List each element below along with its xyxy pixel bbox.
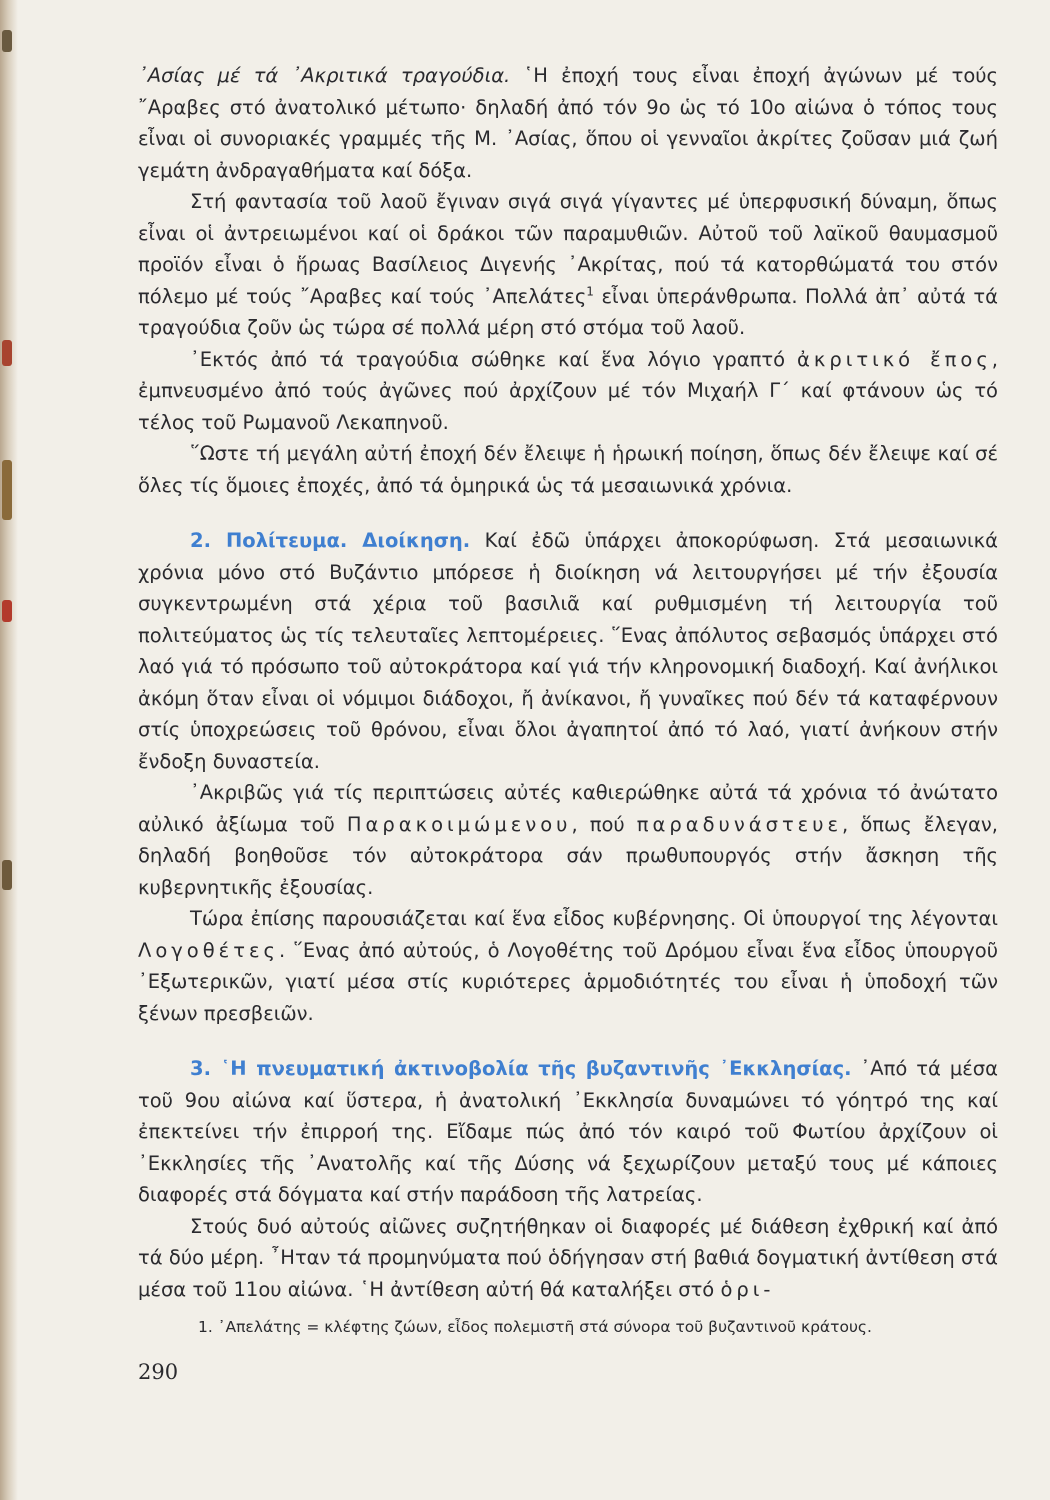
- section-3: [138, 1053, 998, 1211]
- paragraph-text: εἶναι ὑπεράνθρωπα. Πολλά ἀπ᾿ αὐτά τά τραγούδια ζοῦν ὡς τώρα σέ πολλά μέρη στό στόμα τοῦ λαοῦ.: [138, 284, 998, 339]
- paragraph-text: . ῞Ενας ἀπό αὐτούς, ὁ Λογοθέτης τοῦ Δρόμου εἶναι ἕνα εἶδος ὑπουργοῦ ᾿Εξωτερικῶν, γιατί μέσα στίς κυριότερες ἁρμοδιότητές του εἶναι ἡ ὑποδοχή τῶν ξένων πρεσβειῶν.: [138, 938, 998, 1025]
- edge-mark: [2, 600, 12, 622]
- spaced-term: Λογοθέτες: [138, 938, 279, 962]
- paragraph-text: ᾿Ακριβῶς γιά τίς περιπτώσεις αὐτές καθιερώθηκε αὐτά τά χρόνια τό ἀνώτατο αὐλικό ἀξίωμα τοῦ: [138, 781, 998, 836]
- paragraph-text: Καί ἐδῶ ὑπάρχει ἀποκορύφωση. Στά μεσαιωνικά χρόνια μόνο στό Βυζάντιο μπόρεσε ἡ διοίκηση νά λειτουργήσει μέ τήν ἐξουσία συγκεντρωμένη στά χέρια τοῦ βασιλιᾶ καί ρυθμισμένη τή λειτουργία τοῦ πολιτεύματος ὡς τίς τελευταῖες λεπτομέρειες. ῞Ενας ἀπόλυτος σεβασμός ὑπάρχει στό λαό γιά τό πρόσωπο τοῦ αὐτοκράτορα καί γιά τήν κληρονομική διαδοχή. Καί ἀνήλικοι ἀκόμη ὅταν εἶναι οἱ νόμιμοι διάδοχοι, ἤ ἀνίκανοι, ἤ γυναῖκες πού δέν τά καταφέρνουν στίς ὑποχρεώσεις τοῦ θρόνου, εἶναι ὅλοι ἀγαπητοί ἀπό τό λαό, γιατί ἀνήκουν στήν ἔνδοξη δυναστεία.: [138, 529, 998, 773]
- section-heading: 3. ῾Η πνευματική ἀκτινοβολία τῆς βυζαντινῆς ᾿Εκκλησίας.: [190, 1057, 852, 1080]
- paragraph-text: , πού: [571, 812, 637, 836]
- paragraph-text: Στή φαντασία τοῦ λαοῦ ἔγιναν σιγά σιγά γίγαντες μέ ὑπερφυσική δύναμη, ὅπως εἶναι οἱ ἀντρειωμένοι καί οἱ δράκοι τῶν παραμυθιῶν. Αὐτοῦ τοῦ λαϊκοῦ θαυμασμοῦ προϊόν εἶναι ὁ ἥρωας Βασίλειος Διγενής ᾿Ακρίτας, πού τά κατορθώματά του στόν πόλεμο μέ τούς ῎Αραβες καί τούς ᾿Απελάτες: [138, 190, 998, 308]
- edge-mark: [2, 460, 12, 520]
- paragraph: [138, 60, 998, 186]
- paragraph-text: ᾿Από τά μέσα τοῦ 9ου αἰώνα καί ὕστερα, ἡ ἀνατολική ᾿Εκκλησία δυναμώνει τό γόητρό της καί ἐπεκτείνει τήν ἐπιρροή της. Εἴδαμε πώς ἀπό τόν καιρό τοῦ Φωτίου ἀρχίζουν οἱ ᾿Εκκλησίες τῆς ᾿Ανατολῆς καί τῆς Δύσης νά ξεχωρίζουν μεταξύ τους μέ κάποιες διαφορές στά δόγματα καί στήν παράδοση τῆς λατρείας.: [138, 1057, 999, 1206]
- spaced-term: παραδυνάστευε: [636, 812, 843, 836]
- paragraph-text: ῾Η ἐποχή τους εἶναι ἐποχή ἀγώνων μέ τούς ῎Αραβες στό ἀνατολικό μέτωπο· δηλαδή ἀπό τόν 9ο ὡς τό 10ο αἰώνα ὁ τόπος τους εἶναι οἱ συνοριακές γραμμές τῆς Μ. ᾿Ασίας, ὅπου οἱ γενναῖοι ἀκρίτες ζοῦσαν μιά ζωή γεμάτη ἀνδραγαθήματα καί δόξα.: [138, 64, 999, 182]
- edge-mark: [2, 860, 12, 890]
- page-number: 290: [138, 1360, 179, 1384]
- edge-mark: [2, 340, 12, 366]
- italic-title: ᾿Ασίας μέ τά ᾿Ακριτικά τραγούδια.: [138, 64, 511, 87]
- spaced-term: ἀκριτικό ἔπος: [797, 347, 992, 371]
- footnote: 1. ᾿Απελάτης = κλέφτης ζώων, εἶδος πολεμιστῆ στά σύνορα τοῦ βυζαντινοῦ κράτους.: [198, 1318, 872, 1336]
- paragraph-text: , ἐμπνευσμένο ἀπό τούς ἀγῶνες πού ἀρχίζουν μέ τόν Μιχαήλ Γ΄ καί φτάνουν ὡς τό τέλος τοῦ Ρωμανοῦ Λεκαπηνοῦ.: [138, 347, 998, 434]
- spaced-term: Παρακοιμώμενου: [346, 812, 572, 836]
- paragraph-text: , ὅπως ἔλεγαν, δηλαδή βοηθοῦσε τόν αὐτοκράτορα σάν πρωθυπουργός στήν ἄσκηση τῆς κυβερνητικῆς ἐξουσίας.: [138, 812, 998, 899]
- paragraph-text: Στούς δυό αὐτούς αἰῶνες συζητήθηκαν οἱ διαφορές μέ διάθεση ἐχθρική καί ἀπό τά δύο μέρη. ῏Ηταν τά προμηνύματα πού ὁδήγησαν στή βαθιά δογματική ἀντίθεση στά μέσα τοῦ 11ου αἰώνα. ῾Η ἀντίθεση αὐτή θά καταλήξει στό: [138, 1214, 998, 1301]
- paragraph-text: Τώρα ἐπίσης παρουσιάζεται καί ἕνα εἶδος κυβέρνησης. Οἱ ὑπουργοί της λέγονται: [190, 907, 998, 930]
- footnote-marker: 1: [586, 284, 594, 298]
- paragraph-text: ᾿Εκτός ἀπό τά τραγούδια σώθηκε καί ἕνα λόγιο γραπτό: [190, 347, 798, 371]
- section-2: [138, 525, 998, 777]
- paragraph: [138, 777, 998, 903]
- paragraph: [138, 186, 998, 344]
- page-body: [138, 60, 998, 1305]
- page-edge: [0, 0, 18, 1500]
- section-heading: 2. Πολίτευμα. Διοίκηση.: [190, 529, 471, 552]
- edge-mark: [2, 30, 12, 52]
- paragraph: [138, 1211, 998, 1306]
- paragraph: [138, 344, 998, 439]
- paragraph: [138, 903, 998, 1029]
- spaced-term: ὁρι-: [720, 1277, 775, 1301]
- paragraph: ῞Ωστε τή μεγάλη αὐτή ἐποχή δέν ἔλειψε ἡ ἡρωική ποίηση, ὅπως δέν ἔλειψε καί σέ ὅλες τίς ὅμοιες ἐποχές, ἀπό τά ὁμηρικά ὡς τά μεσαιωνικά χρόνια.: [138, 442, 998, 497]
